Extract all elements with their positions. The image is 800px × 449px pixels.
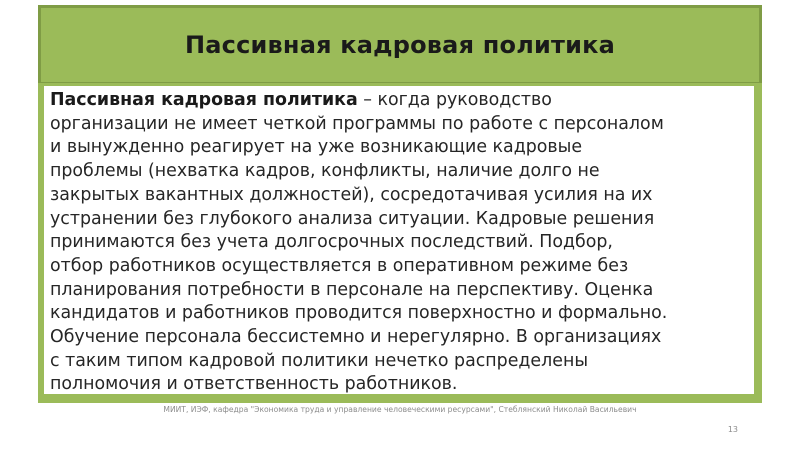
page-number: 13 bbox=[727, 425, 738, 434]
body-line-8: отбор работников осуществляется в оперативном режиме без bbox=[50, 255, 629, 276]
body-line-9: планирования потребности в персонале на перспективу. Оценка bbox=[50, 279, 654, 300]
body-line-5: закрытых вакантных должностей), сосредотачивая усилия на их bbox=[50, 184, 653, 205]
body-line-6: устранении без глубокого анализа ситуации. Кадровые решения bbox=[50, 208, 655, 229]
body-line-10: кандидатов и работников проводится поверхностно и формально. bbox=[50, 303, 668, 324]
content-inner bbox=[44, 86, 754, 394]
body-line-7: принимаются без учета долгосрочных последствий. Подбор, bbox=[50, 232, 613, 253]
body-line-12: с таким типом кадровой политики нечетко распределены bbox=[50, 350, 589, 371]
body-paragraph bbox=[50, 89, 754, 397]
body-line-4: проблемы (нехватка кадров, конфликты, наличие долго не bbox=[50, 161, 600, 182]
slide-title: Пассивная кадровая политика bbox=[184, 31, 616, 59]
footer-credit: МИИТ, ИЭФ, кафедра "Экономика труда и управление человеческими ресурсами", Стеблянский Николай Васильевич bbox=[163, 405, 637, 414]
title-bar bbox=[38, 5, 762, 85]
content-box bbox=[38, 83, 762, 403]
body-line-3: и вынужденно реагирует на уже возникающие кадровые bbox=[50, 137, 583, 158]
body-lead-term: Пассивная кадровая политика bbox=[50, 90, 358, 110]
body-line-11: Обучение персонала бессистемно и нерегулярно. В организациях bbox=[50, 327, 662, 348]
body-line-13: полномочия и ответственность работников. bbox=[50, 374, 458, 395]
body-line-2: организации не имеет четкой программы по работе с персоналом bbox=[50, 113, 664, 134]
body-line-1: – когда руководство bbox=[357, 90, 552, 110]
